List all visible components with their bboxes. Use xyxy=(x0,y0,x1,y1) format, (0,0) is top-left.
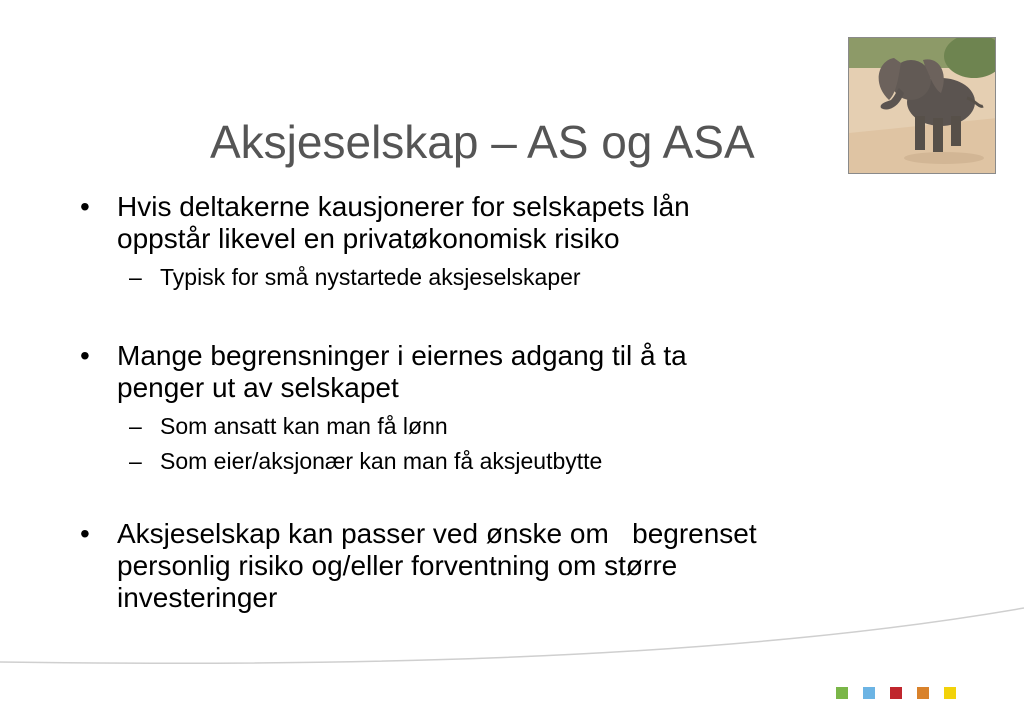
decorative-squares xyxy=(836,687,971,699)
slide-title: Aksjeselskap – AS og ASA xyxy=(210,116,755,168)
bullet-text: Mange begrensninger i eiernes adgang til å ta penger ut av selskapet xyxy=(117,340,687,403)
bullet-text: Aksjeselskap kan passer ved ønske om begrenset personlig risiko og/eller forventning om større investeringer xyxy=(117,518,757,613)
bullet-marker: • xyxy=(80,191,90,222)
square-red xyxy=(890,687,902,699)
sub-bullet-text: Som eier/aksjonær kan man få aksjeutbytte xyxy=(160,448,603,474)
decorative-swoosh-line xyxy=(0,600,1024,680)
bullet-marker: • xyxy=(80,518,90,549)
sub-bullet-text: Typisk for små nystartede aksjeselskaper xyxy=(160,264,581,290)
square-blue xyxy=(863,687,875,699)
square-yellow xyxy=(944,687,956,699)
bullet-marker: • xyxy=(80,340,90,371)
sub-bullet-text: Som ansatt kan man få lønn xyxy=(160,413,448,439)
sub-bullet-marker: – xyxy=(129,413,142,439)
sub-bullet-marker: – xyxy=(129,448,142,474)
square-green xyxy=(836,687,848,699)
bullet-text: Hvis deltakerne kausjonerer for selskapets lån oppstår likevel en privatøkonomisk risiko xyxy=(117,191,690,254)
square-orange xyxy=(917,687,929,699)
sub-bullet-marker: – xyxy=(129,264,142,290)
